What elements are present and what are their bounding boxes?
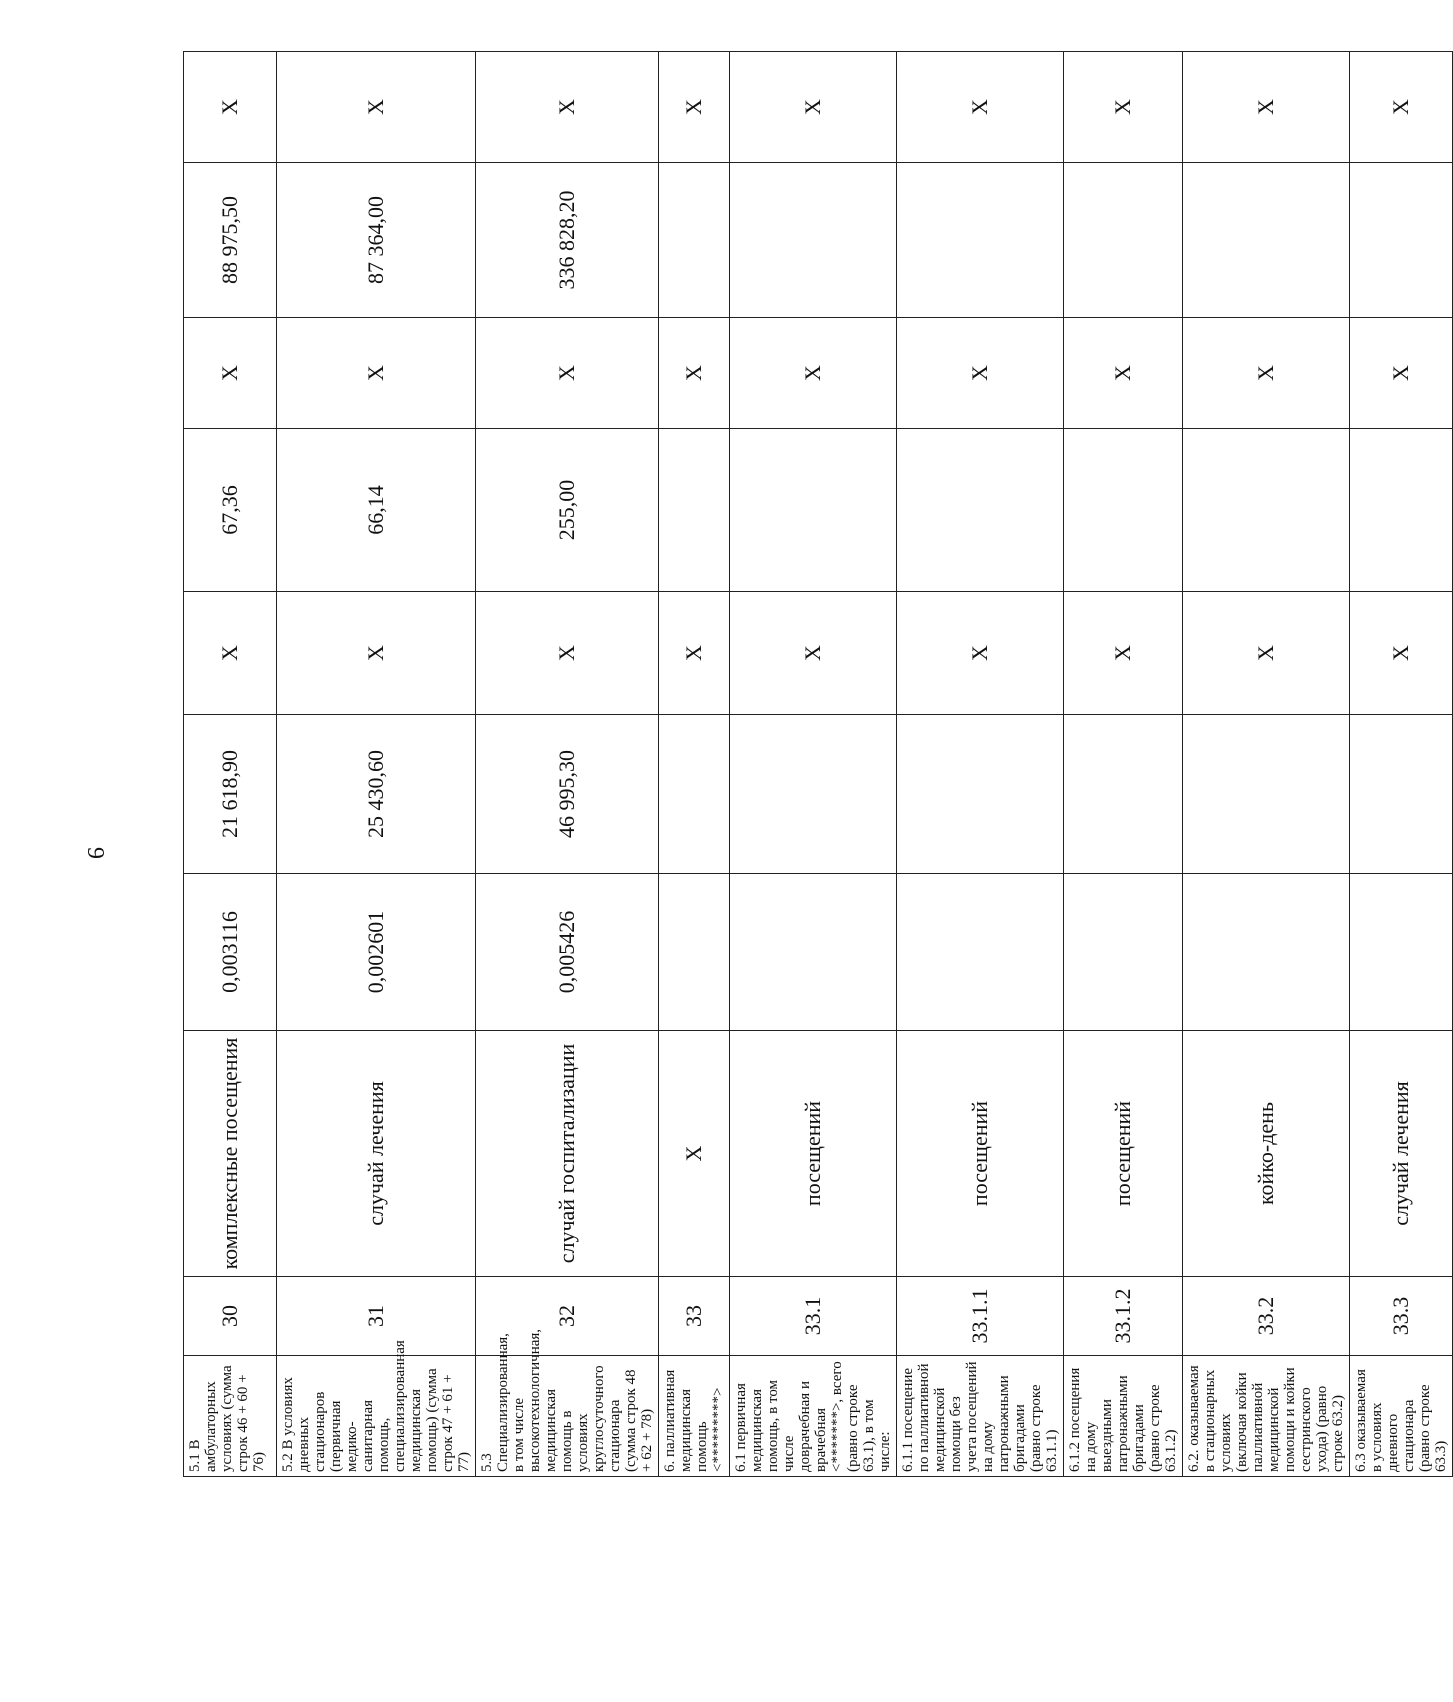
- volume-cell: 0,005426: [476, 874, 659, 1031]
- row-name-cell: 6.2. оказываемая в стационарных условиях (включая койки паллиативной медицинской помощи и койки сестринского ухода) (равно строке 63.2): [1183, 1356, 1350, 1477]
- volume-cell: [1064, 874, 1183, 1031]
- col7-cell: [1183, 429, 1350, 592]
- cost-per-unit-cell: [1183, 715, 1350, 874]
- col6-cell: Х: [897, 592, 1064, 715]
- table-row: [277, 52, 476, 1477]
- col9-cell: [659, 163, 730, 318]
- col10-cell: Х: [659, 52, 730, 163]
- cost-per-unit-cell: [1350, 715, 1453, 874]
- unit-cell: посещений: [1064, 1031, 1183, 1277]
- cost-per-unit-cell: [1064, 715, 1183, 874]
- col10-cell: Х: [730, 52, 897, 163]
- row-name-cell: 6.1.2 посещения на дому выездными патронажными бригадами (равно строке 63.1.2): [1064, 1356, 1183, 1477]
- col7-cell: 255,00: [476, 429, 659, 592]
- col7-cell: 67,36: [184, 429, 277, 592]
- col6-cell: Х: [1350, 592, 1453, 715]
- col10-cell: Х: [476, 52, 659, 163]
- col9-cell: 88 975,50: [184, 163, 277, 318]
- row-name-cell: 6. паллиативная медицинская помощь <*********>: [659, 1356, 730, 1477]
- col9-cell: [1064, 163, 1183, 318]
- line-number-cell: 31: [277, 1277, 476, 1356]
- unit-cell: случай лечения: [277, 1031, 476, 1277]
- col7-cell: [1350, 429, 1453, 592]
- line-number-cell: 33.1: [730, 1277, 897, 1356]
- col7-cell: 66,14: [277, 429, 476, 592]
- cost-per-unit-cell: 25 430,60: [277, 715, 476, 874]
- table-row: [476, 52, 659, 1477]
- cost-per-unit-cell: 21 618,90: [184, 715, 277, 874]
- unit-cell: койко-день: [1183, 1031, 1350, 1277]
- table-body: [184, 52, 1453, 1477]
- col8-cell: Х: [1183, 318, 1350, 429]
- col10-cell: Х: [184, 52, 277, 163]
- col10-cell: Х: [1183, 52, 1350, 163]
- volume-cell: 0,002601: [277, 874, 476, 1031]
- table-row: [659, 52, 730, 1477]
- table-row: [897, 52, 1064, 1477]
- page-number: 9: [82, 847, 108, 859]
- col9-cell: [730, 163, 897, 318]
- col8-cell: Х: [277, 318, 476, 429]
- col9-cell: 87 364,00: [277, 163, 476, 318]
- col6-cell: Х: [730, 592, 897, 715]
- unit-cell: Х: [659, 1031, 730, 1277]
- volume-cell: [1350, 874, 1453, 1031]
- unit-cell: посещений: [897, 1031, 1064, 1277]
- data-table: [183, 51, 1453, 1477]
- col7-cell: [730, 429, 897, 592]
- row-name-cell: 6.1.1 посещение по паллиативной медицинской помощи без учета посещений на дому патронажными бригадами (равно строке 63.1.1): [897, 1356, 1064, 1477]
- unit-cell: случай госпитализации: [476, 1031, 659, 1277]
- table-row: [730, 52, 897, 1477]
- volume-cell: 0,003116: [184, 874, 277, 1031]
- line-number-cell: 33: [659, 1277, 730, 1356]
- cost-per-unit-cell: [659, 715, 730, 874]
- col6-cell: Х: [476, 592, 659, 715]
- col7-cell: [1064, 429, 1183, 592]
- unit-cell: комплексные посещения: [184, 1031, 277, 1277]
- unit-cell: посещений: [730, 1031, 897, 1277]
- line-number-cell: 30: [184, 1277, 277, 1356]
- table-row: [1064, 52, 1183, 1477]
- col9-cell: [897, 163, 1064, 318]
- col10-cell: Х: [1350, 52, 1453, 163]
- row-name-cell: 5.1 В амбулаторных условиях (сумма строк 46 + 60 + 76): [184, 1356, 277, 1477]
- table-row: [1350, 52, 1453, 1477]
- line-number-cell: 33.1.1: [897, 1277, 1064, 1356]
- col8-cell: Х: [659, 318, 730, 429]
- col7-cell: [659, 429, 730, 592]
- row-name-cell: 5.2 В условиях дневных стационаров (первичная медико-санитарная помощь, специализированная медицинская помощь) (сумма строк 47 + 61 + 77): [277, 1356, 476, 1477]
- volume-cell: [897, 874, 1064, 1031]
- col10-cell: Х: [277, 52, 476, 163]
- line-number-cell: 33.3: [1350, 1277, 1453, 1356]
- col8-cell: Х: [184, 318, 277, 429]
- cost-per-unit-cell: 46 995,30: [476, 715, 659, 874]
- col6-cell: Х: [659, 592, 730, 715]
- col10-cell: Х: [897, 52, 1064, 163]
- volume-cell: [659, 874, 730, 1031]
- col8-cell: Х: [476, 318, 659, 429]
- col6-cell: Х: [1183, 592, 1350, 715]
- col10-cell: Х: [1064, 52, 1183, 163]
- col8-cell: Х: [897, 318, 1064, 429]
- volume-cell: [1183, 874, 1350, 1031]
- cost-per-unit-cell: [730, 715, 897, 874]
- col9-cell: 336 828,20: [476, 163, 659, 318]
- unit-cell: случай лечения: [1350, 1031, 1453, 1277]
- table-row: [1183, 52, 1350, 1477]
- col6-cell: Х: [184, 592, 277, 715]
- col8-cell: Х: [1350, 318, 1453, 429]
- table-row: [184, 52, 277, 1477]
- col9-cell: [1350, 163, 1453, 318]
- col8-cell: Х: [1064, 318, 1183, 429]
- line-number-cell: 33.1.2: [1064, 1277, 1183, 1356]
- col6-cell: Х: [277, 592, 476, 715]
- cost-per-unit-cell: [897, 715, 1064, 874]
- row-name-cell: 5.3 Специализированная, в том числе высокотехнологичная, медицинская помощь в условиях круглосуточного стационара (сумма строк 48 + 62 + 78): [476, 1356, 659, 1477]
- col8-cell: Х: [730, 318, 897, 429]
- line-number-cell: 33.2: [1183, 1277, 1350, 1356]
- row-name-cell: 6.3 оказываемая в условиях дневного стационара (равно строке 63.3): [1350, 1356, 1453, 1477]
- row-name-cell: 6.1 первичная медицинская помощь, в том числе доврачебная и врачебная <*******>, всего (равно строке 63.1), в том числе:: [730, 1356, 897, 1477]
- col7-cell: [897, 429, 1064, 592]
- col9-cell: [1183, 163, 1350, 318]
- volume-cell: [730, 874, 897, 1031]
- col6-cell: Х: [1064, 592, 1183, 715]
- line-number-cell: 32: [476, 1277, 659, 1356]
- rotated-table-container: [183, 52, 1449, 1477]
